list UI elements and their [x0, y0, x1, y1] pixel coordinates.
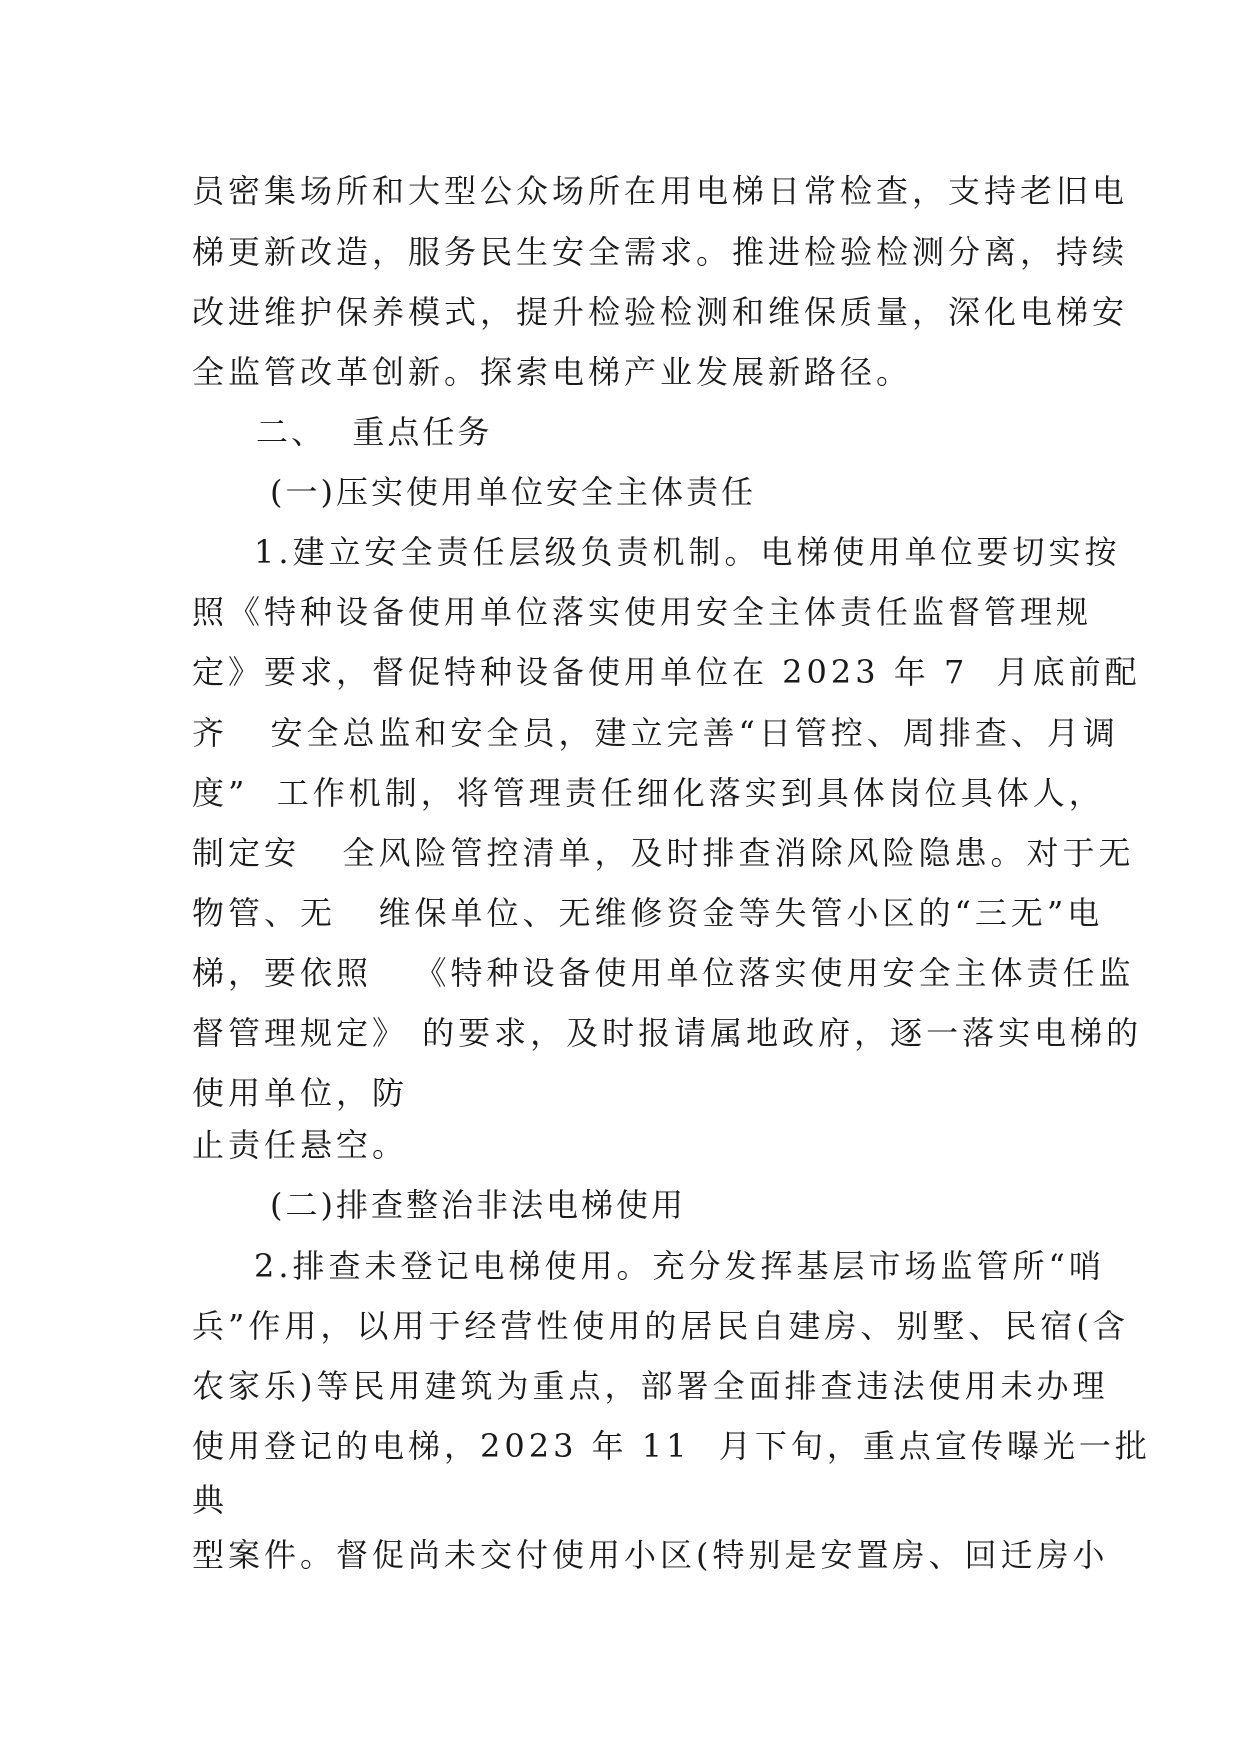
body-text-line: 使用单位，防	[192, 1074, 409, 1112]
body-text-line: 农家乐)等民用建筑为重点，部署全面排查违法使用未办理	[192, 1367, 1109, 1405]
body-text-line: 齐 安全总监和安全员，建立完善“日管控、周排查、月调	[192, 714, 1119, 752]
body-text-line: 使用登记的电梯，2023 年 11 月下旬，重点宣传曝光一批	[192, 1427, 1151, 1465]
body-text-line: 员密集场所和大型公众场所在用电梯日常检查，支持老旧电	[192, 172, 1129, 210]
body-text-line: 制定安 全风险管控清单，及时排查消除风险隐患。对于无	[192, 834, 1135, 872]
body-text-line: 督管理规定》 的要求，及时报请属地政府，逐一落实电梯的	[192, 1014, 1143, 1052]
body-text-line: 兵”作用，以用于经营性使用的居民自建房、别墅、民宿(含	[192, 1307, 1129, 1345]
body-text-line: 全监管改革创新。探索电梯产业发展新路径。	[192, 353, 913, 391]
body-text-line: 型案件。督促尚未交付使用小区(特别是安置房、回迁房小	[192, 1536, 1109, 1574]
body-text-line: 1.建立安全责任层级负责机制。电梯使用单位要切实按	[254, 533, 1121, 571]
body-text-line: 物管、无 维保单位、无维修资金等失管小区的“三无”电	[192, 894, 1104, 932]
body-text-line: 梯，要依照 《特种设备使用单位落实使用安全主体责任监	[192, 954, 1135, 992]
subsection-heading: (二)排查整治非法电梯使用	[270, 1186, 686, 1224]
body-text-line: 止责任悬空。	[192, 1126, 409, 1164]
subsection-heading: (一)压实使用单位安全主体责任	[270, 473, 756, 511]
body-text-line: 典	[192, 1481, 229, 1519]
body-text-line: 度” 工作机制，将管理责任细化落实到具体岗位具体人，	[192, 774, 1105, 812]
body-text-line: 照《特种设备使用单位落实使用安全主体责任监督管理规	[192, 593, 1093, 631]
body-text-line: 2.排查未登记电梯使用。充分发挥基层市场监管所“哨	[254, 1247, 1105, 1285]
body-text-line: 定》要求，督促特种设备使用单位在 2023 年 7 月底前配	[192, 653, 1141, 691]
body-text-line: 梯更新改造，服务民生安全需求。推进检验检测分离，持续	[192, 233, 1129, 271]
body-text-line: 改进维护保养模式，提升检验检测和维保质量，深化电梯安	[192, 293, 1129, 331]
section-heading: 二、 重点任务	[256, 413, 493, 451]
